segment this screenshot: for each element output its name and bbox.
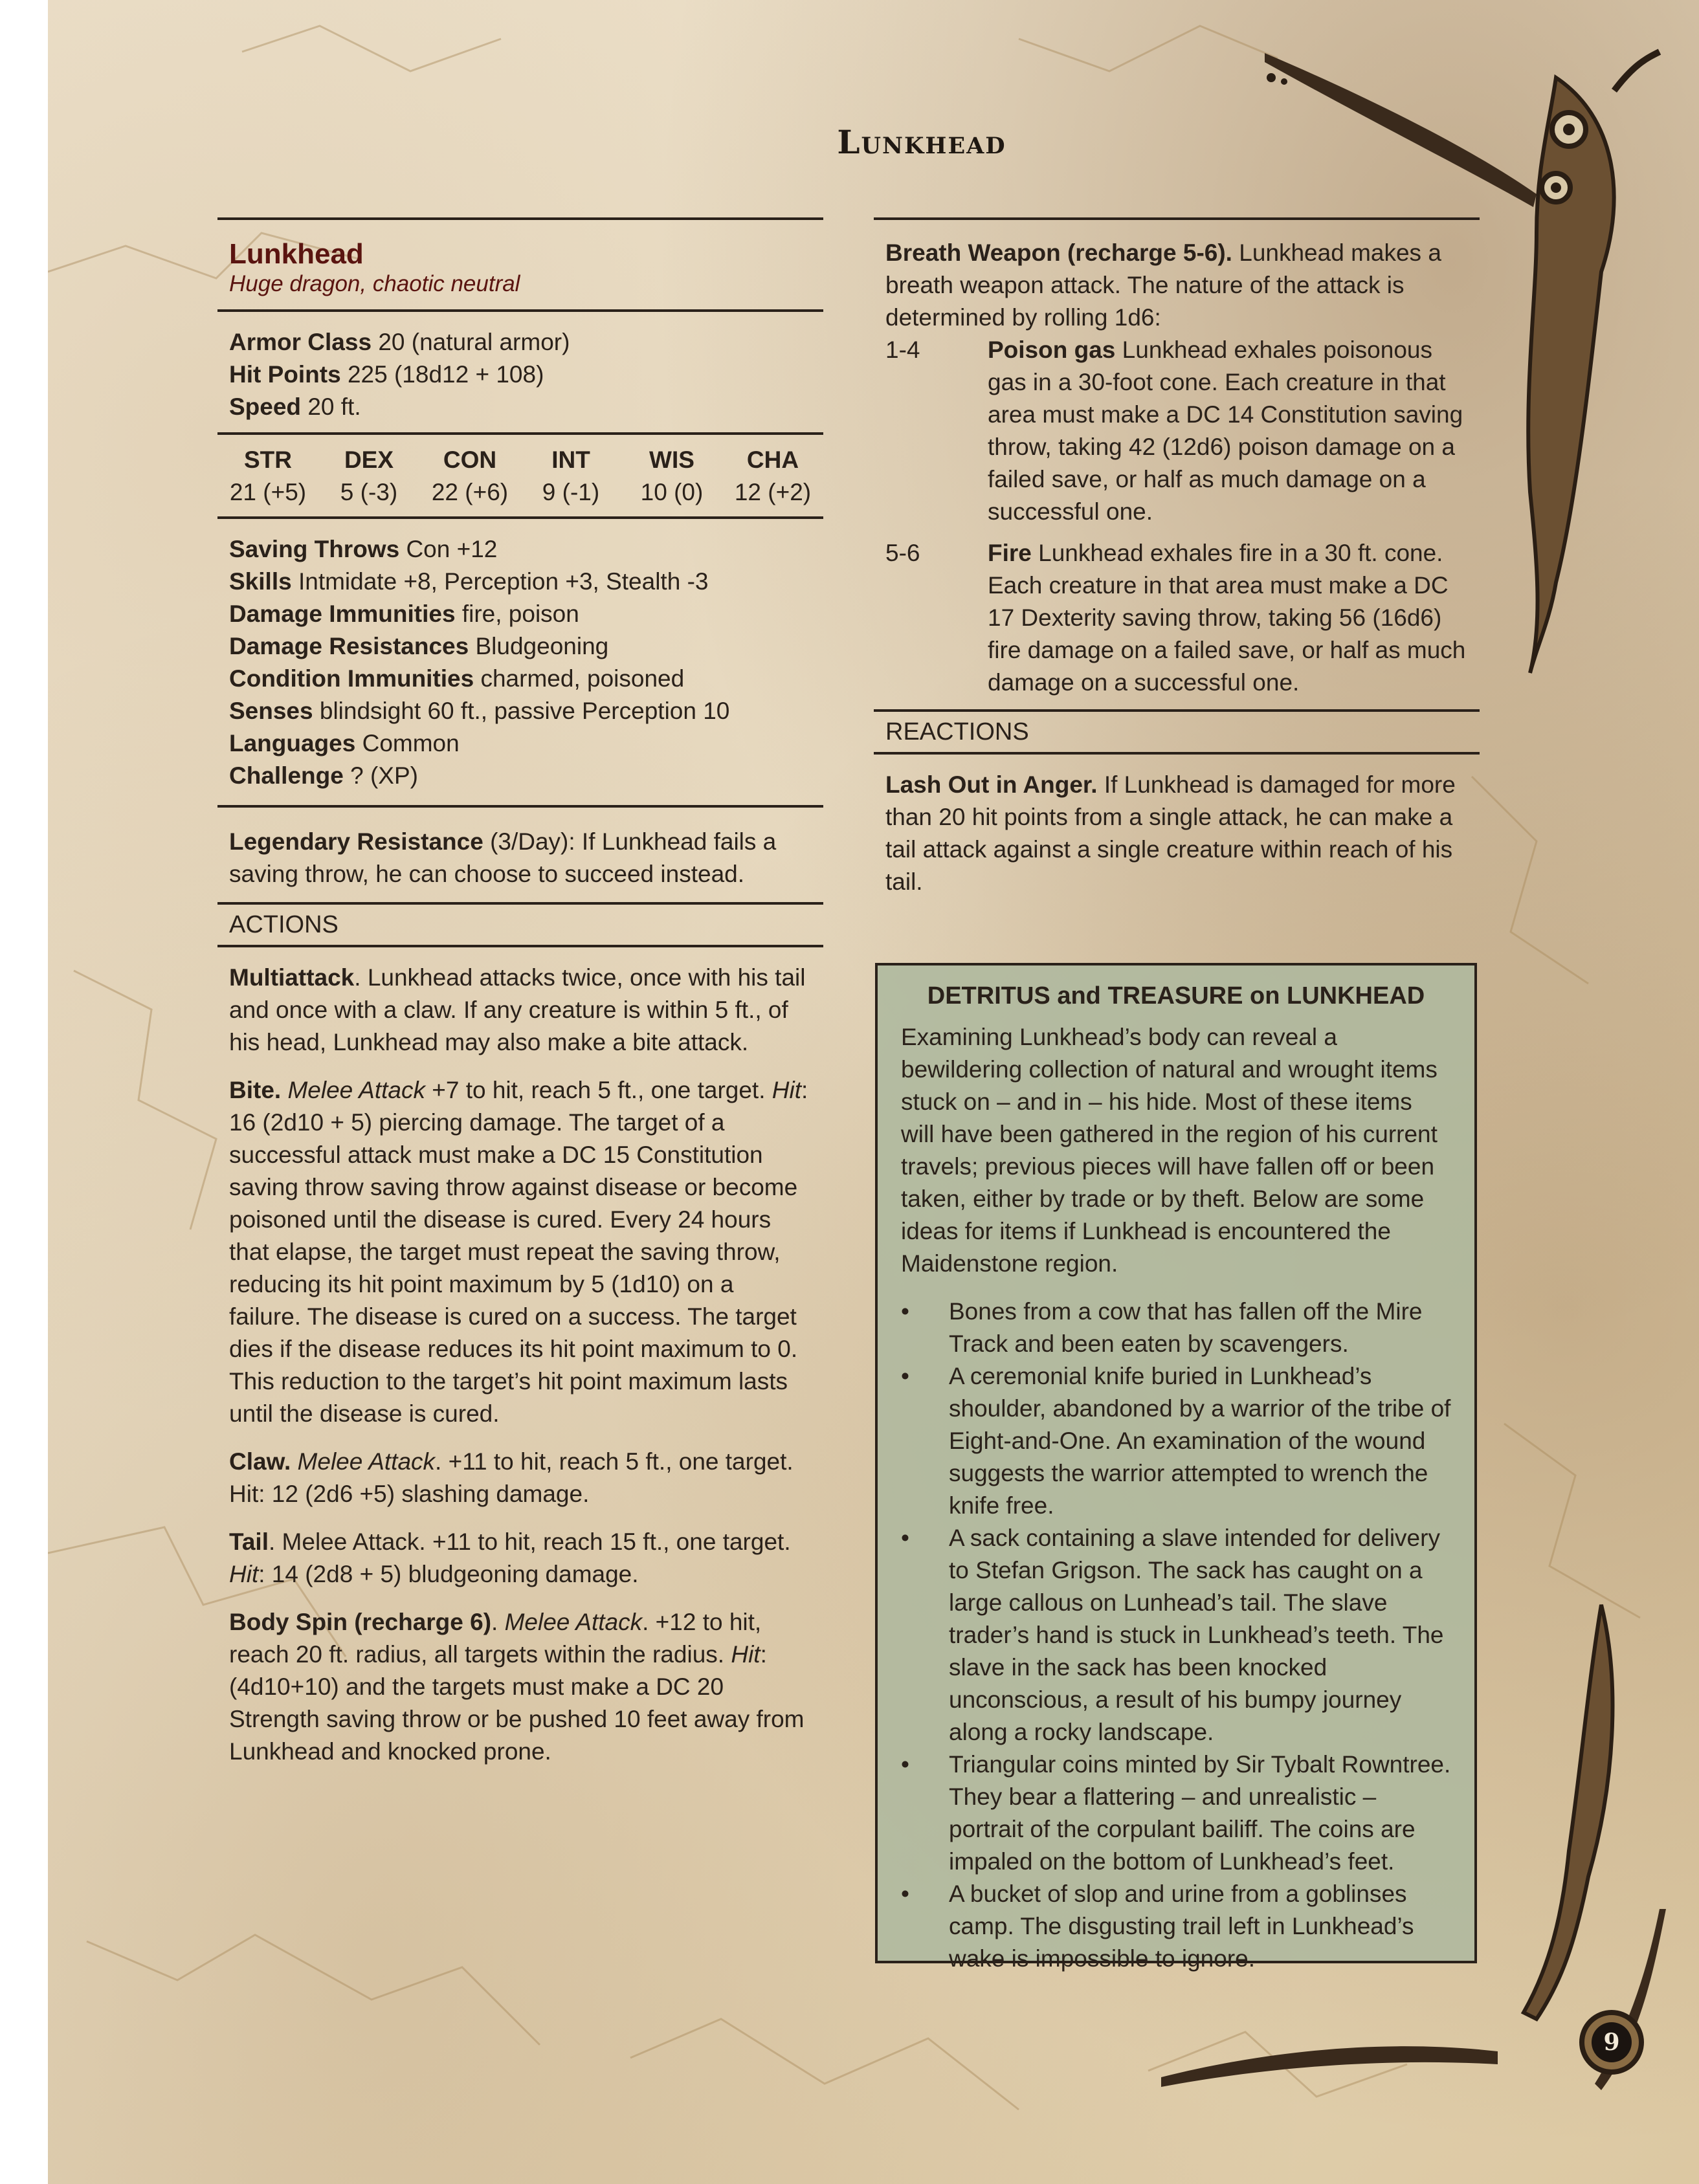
ability-name: CHA [746, 447, 799, 473]
reaction-lash-out [874, 755, 1480, 898]
ac-label: Armor Class [229, 329, 372, 355]
ability-name: CON [443, 447, 497, 473]
action-tail [229, 1526, 812, 1591]
prop-label: Damage Resistances [229, 633, 469, 659]
stat-block [217, 217, 823, 1768]
prop-senses [229, 695, 812, 727]
prop-damage-resistances [229, 630, 812, 663]
list-item-text: Triangular coins minted by Sir Tybalt Rowntree. They bear a flattering – and unrealistic – portrait of the corpulant bailiff. The coins are impaled on the bottom of Lunkhead’s feet. [949, 1751, 1451, 1875]
monster-type: Huge dragon, chaotic neutral [229, 271, 520, 296]
bullet-icon: • [901, 1751, 909, 1778]
bullet-icon: • [901, 1525, 909, 1551]
prop-condition-immunities [229, 663, 812, 695]
page-number: 9 [1592, 2022, 1632, 2062]
ability-value: 10 (0) [640, 479, 704, 505]
list-item-text: Bones from a cow that has fallen off the Mire Track and been eaten by scavengers. [949, 1298, 1423, 1357]
breath-weapon [874, 220, 1480, 709]
ability-scores [217, 432, 823, 516]
action-bite [229, 1074, 812, 1430]
ability-wis [621, 444, 722, 509]
core-stats [217, 309, 823, 432]
prop-value: Common [362, 730, 460, 756]
ability-int [520, 444, 621, 509]
action-text: . Melee Attack. +11 to hit, reach 15 ft., one target. [269, 1528, 791, 1555]
parchment-page [48, 0, 1699, 2184]
prop-value: Bludgeoning [475, 633, 609, 659]
roll-row [885, 537, 1468, 699]
attack-type: Melee Attack [297, 1448, 436, 1475]
detritus-sidebar [875, 963, 1477, 1972]
prop-value: Con +12 [406, 536, 498, 562]
actions-list [217, 947, 823, 1768]
prop-value: blindsight 60 ft., passive Perception 10 [319, 698, 730, 724]
list-item [901, 1522, 1451, 1748]
list-item [901, 1748, 1451, 1878]
action-body-spin: Body Spin (recharge 6). Melee Attack. +12 to hit, reach 20 ft. radius, all targets within the radius. Hit: (4d10+10) and the targets must make a DC 20 Strength saving throw or be pushed 10 feet away from Lunkhead and knocked prone. [229, 1609, 805, 1765]
action-text: : 14 (2d8 + 5) bludgeoning damage. [258, 1561, 639, 1587]
bullet-icon: • [901, 1298, 909, 1325]
bullet-icon: • [901, 1881, 909, 1907]
ability-value: 5 (-3) [340, 479, 398, 505]
roll-name: Poison gas [988, 336, 1116, 363]
ability-value: 21 (+5) [229, 479, 307, 505]
ability-dex [318, 444, 419, 509]
list-item-text: A ceremonial knife buried in Lunkhead’s shoulder, abandoned by a warrior of the tribe of Eight-and-One. An examination of the wound suggests the warrior attempted to wrench the knife free. [949, 1363, 1451, 1519]
hit-label: Hit [772, 1077, 801, 1103]
reaction-name: Lash Out in Anger. [885, 771, 1098, 798]
list-item [901, 1360, 1451, 1522]
attack-type: Melee Attack [287, 1077, 425, 1103]
prop-value: ? (XP) [350, 762, 418, 789]
list-item [901, 1296, 1451, 1360]
hit-label: Hit [229, 1561, 259, 1587]
prop-label: Condition Immunities [229, 665, 474, 692]
list-item-text: A sack containing a slave intended for delivery to Stefan Grigson. The sack has caught on a large callous on Lunhead’s tail. The slave trader’s hand is stuck in Lunkhead’s teeth. The slave in the sack has been knocked unconscious, a result of his bumpy journey along a rocky landscape. [949, 1525, 1444, 1745]
action-multiattack [229, 962, 812, 1059]
prop-saving-throws [229, 533, 812, 566]
prop-damage-immunities [229, 598, 812, 630]
prop-value: charmed, poisoned [480, 665, 685, 692]
ability-name: WIS [649, 447, 694, 473]
prop-label: Skills [229, 568, 292, 595]
ability-name: INT [551, 447, 590, 473]
action-name: Bite. [229, 1077, 282, 1103]
action-name: Breath Weapon (recharge 5-6). [885, 239, 1232, 266]
action-text: . Lunkhead attacks twice, once with his tail and once with a claw. If any creature is within 5 ft., of his head, Lunkhead may also make a bite attack. [229, 964, 806, 1055]
ability-con [419, 444, 520, 509]
list-item-text: A bucket of slop and urine from a goblinses camp. The disgusting trail left in Lunkhead’s wake is impossible to ignore. [949, 1881, 1414, 1972]
hp-value: 225 (18d12 + 108) [347, 361, 544, 388]
roll-range: 1-4 [885, 336, 920, 363]
monster-name: Lunkhead [229, 238, 364, 270]
ability-cha [722, 444, 823, 509]
roll-name: Fire [988, 540, 1032, 566]
hit-label: Hit [731, 1641, 761, 1668]
action-text: +7 to hit, reach 5 ft., one target. [425, 1077, 772, 1103]
action-name: Body Spin (recharge 6) [229, 1609, 492, 1635]
treasure-list [901, 1296, 1451, 1975]
ability-name: DEX [344, 447, 394, 473]
ac-value: 20 (natural armor) [378, 329, 570, 355]
top-rule [217, 217, 823, 220]
speed-value: 20 ft. [307, 393, 361, 420]
action-text: . +11 to hit, reach 5 ft., one target. Hit: 12 (2d6 +5) slashing damage. [229, 1448, 794, 1507]
action-text: : 16 (2d10 + 5) piercing damage. The target of a successful attack must make a DC 15 Constitution saving throw saving throw against disease or become poisoned until the disease is cured. Every 24 hours that elapse, the target must repeat the saving throw, reducing its hit point maximum by 5 (1d10) on a failure. The disease is cured on a success. The target dies if the disease reduces its hit point maximum to 0. This reduction to the target’s hit point maximum lasts until the disease is cured. [229, 1077, 808, 1427]
action-text: . +12 to hit, reach 20 ft. radius, all targets within the radius. [229, 1609, 762, 1668]
roll-range: 5-6 [885, 540, 920, 566]
prop-value: fire, poison [461, 601, 579, 627]
action-name: Multiattack [229, 964, 355, 991]
ability-value: 12 (+2) [734, 479, 812, 505]
prop-label: Languages [229, 730, 356, 756]
ability-value: 22 (+6) [431, 479, 509, 505]
ability-value: 9 (-1) [542, 479, 600, 505]
prop-challenge [229, 760, 812, 792]
properties [217, 516, 823, 805]
sidebar-intro: Examining Lunkhead’s body can reveal a bewildering collection of natural and wrought items stuck on – and in – his hide. Most of these items will have been gathered in the region of his current travels; previous pieces will have fallen off or been taken, either by trade or by theft. Below are some ideas for items if Lunkhead is encountered the Maidenstone region. [901, 1024, 1438, 1277]
action-text: : (4d10+10) and the targets must make a DC 20 Strength saving throw or be pushed 10 feet away from Lunkhead and knocked prone. [229, 1641, 805, 1765]
prop-label: Damage Immunities [229, 601, 456, 627]
action-claw [229, 1446, 812, 1510]
ability-str [217, 444, 318, 509]
legendary-label: Legendary Resistance [229, 828, 483, 855]
action-text: Lunkhead makes a breath weapon attack. The nature of the attack is determined by rolling 1d6: [885, 239, 1441, 331]
reactions-heading: REACTIONS [874, 709, 1480, 755]
hp-label: Hit Points [229, 361, 341, 388]
roll-row [885, 334, 1468, 528]
action-name: Claw. [229, 1448, 291, 1475]
prop-languages [229, 727, 812, 760]
page-header: Lunkhead [837, 123, 1006, 161]
speed-label: Speed [229, 393, 302, 420]
action-name: Tail [229, 1528, 269, 1555]
prop-label: Challenge [229, 762, 344, 789]
sidebar-title: DETRITUS and TREASURE on LUNKHEAD [927, 982, 1425, 1009]
list-item [901, 1878, 1451, 1975]
legendary-resistance [217, 805, 823, 902]
actions-heading: ACTIONS [217, 902, 823, 947]
prop-label: Senses [229, 698, 313, 724]
legendary-text: (3/Day): If Lunkhead fails a saving throw, he can choose to succeed instead. [229, 828, 777, 887]
ability-name: STR [244, 447, 292, 473]
prop-label: Saving Throws [229, 536, 400, 562]
reaction-text: If Lunkhead is damaged for more than 20 hit points from a single attack, he can make a tail attack against a single creature within reach of his tail. [885, 771, 1456, 895]
bullet-icon: • [901, 1363, 909, 1389]
prop-skills [229, 566, 812, 598]
roll-text: Lunkhead exhales fire in a 30 ft. cone. Each creature in that area must make a DC 17 Dexterity saving throw, taking 56 (16d6) fire damage on a failed save, or half as much damage on a successful one. [988, 540, 1466, 696]
attack-type: Melee Attack [504, 1609, 643, 1635]
stat-block-continued [874, 217, 1480, 898]
prop-value: Intmidate +8, Perception +3, Stealth -3 [298, 568, 709, 595]
roll-text: Lunkhead exhales poisonous gas in a 30-foot cone. Each creature in that area must make a DC 14 Constitution saving throw, taking 42 (12d6) poison damage on a failed save, or half as much damage on a successful one. [988, 336, 1463, 525]
